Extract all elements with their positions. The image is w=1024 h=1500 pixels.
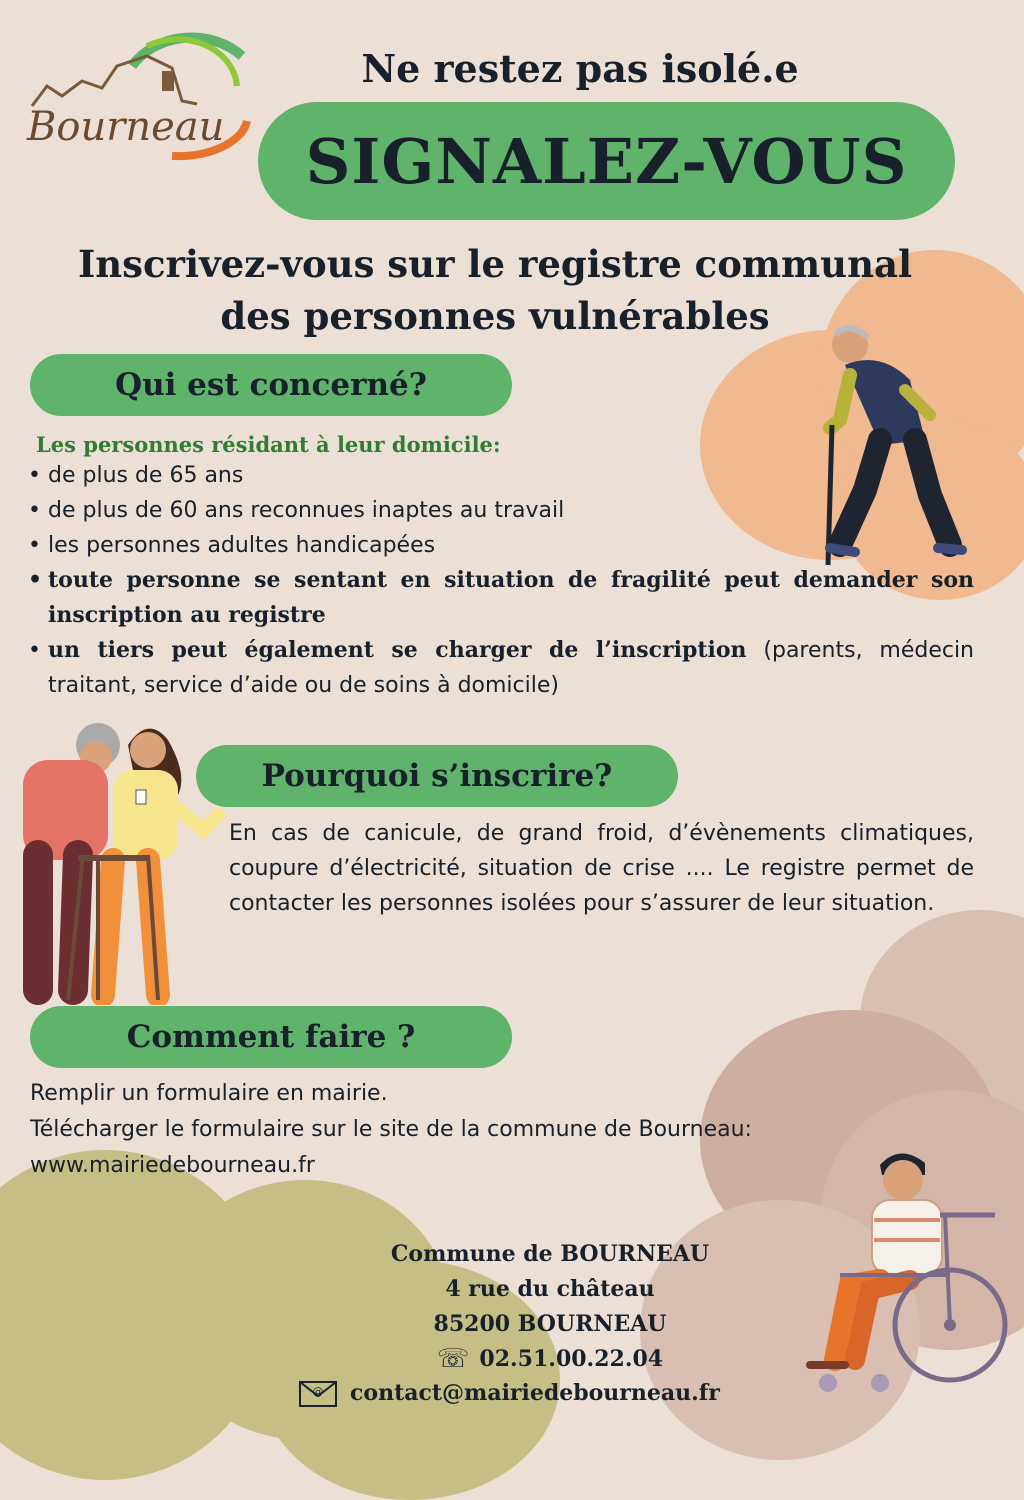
svg-text:@: @	[312, 1385, 324, 1398]
envelope-icon	[298, 1378, 338, 1408]
section3-line2: Télécharger le formulaire sur le site de la commune de Bourneau:	[30, 1117, 752, 1142]
section3-title-pill	[30, 1006, 512, 1068]
main-title-pill	[258, 102, 955, 220]
wheelchair-illustration	[800, 1145, 1012, 1400]
subtitle-line2: des personnes vulnérables	[220, 294, 770, 338]
contact-phone-row	[280, 1342, 820, 1377]
section1-title: Qui est concerné?	[115, 367, 427, 403]
list-item-bold: un tiers peut également se charger de l’inscription	[48, 637, 747, 663]
caregiver-graphic	[18, 715, 230, 1005]
subtitle-line1: Inscrivez-vous sur le registre communal	[77, 242, 913, 286]
list-item: • de plus de 65 ans	[28, 458, 974, 493]
bourneau-logo	[22, 26, 267, 166]
section3-title: Comment faire ?	[126, 1019, 416, 1055]
contact-city: 85200 BOURNEAU	[433, 1311, 667, 1337]
list-item-rest: (parents, médecin traitant, service d’aide ou de soins à domicile)	[48, 638, 975, 698]
section1-title-pill	[30, 354, 512, 416]
list-item: • les personnes adultes handicapées	[28, 528, 974, 563]
contact-name: Commune de BOURNEAU	[390, 1241, 710, 1267]
section2-title-pill	[196, 745, 678, 807]
section1-list	[28, 458, 974, 703]
section2-title: Pourquoi s’inscrire?	[261, 758, 613, 794]
contact-street: 4 rue du château	[445, 1276, 655, 1302]
section2-text: En cas de canicule, de grand froid, d’évènements climatiques, coupure d’électricité, situation de crise .... Le registre permet de contacter les personnes isolées pour s’assurer de leur situation.	[229, 821, 974, 916]
caregiver-illustration	[18, 715, 230, 1005]
section3-line1: Remplir un formulaire en mairie.	[30, 1081, 388, 1106]
contact-phone[interactable]: 02.51.00.22.04	[479, 1346, 664, 1372]
section3-text	[30, 1076, 930, 1184]
list-item	[28, 633, 974, 703]
contact-email-row	[298, 1378, 720, 1408]
wheelchair-graphic	[800, 1145, 1012, 1400]
main-title: SIGNALEZ-VOUS	[305, 124, 908, 198]
list-item: • toute personne se sentant en situation de fragilité peut demander son inscription au registre	[28, 563, 974, 633]
phone-icon: ☏	[436, 1344, 470, 1374]
contact-email[interactable]: contact@mairiedebourneau.fr	[350, 1380, 720, 1406]
section1-lead: Les personnes résidant à leur domicile:	[36, 432, 501, 457]
logo-text: Bourneau	[27, 104, 225, 150]
website-link[interactable]: www.mairiedebourneau.fr	[30, 1153, 315, 1178]
contact-block	[280, 1237, 820, 1377]
list-item: • de plus de 60 ans reconnues inaptes au travail	[28, 493, 974, 528]
tagline: Ne restez pas isolé.e	[361, 46, 799, 91]
